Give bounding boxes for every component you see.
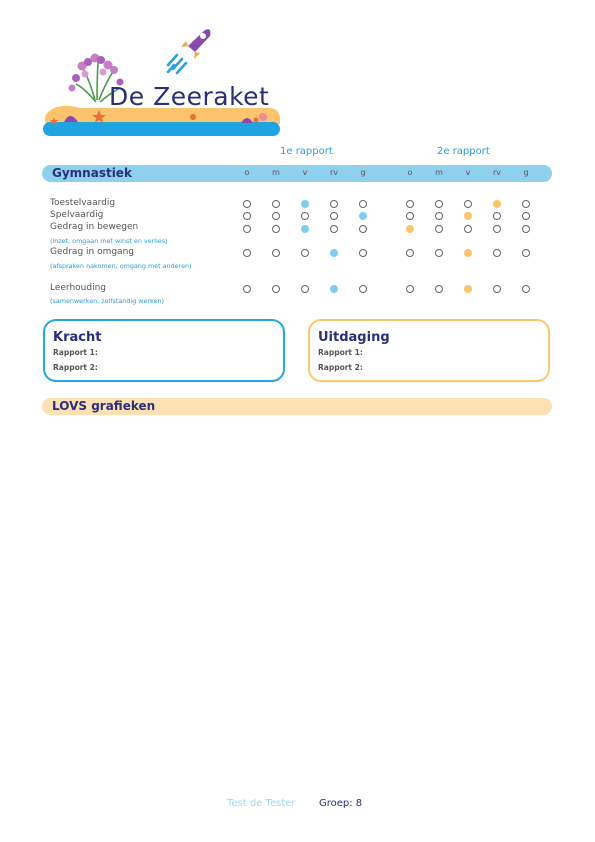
rating-dot <box>493 249 501 257</box>
column-header: o <box>407 168 413 177</box>
rating-dot <box>330 225 338 233</box>
rating-dot <box>435 285 443 293</box>
rocket-icon <box>168 29 210 73</box>
uitdaging-box <box>308 319 550 382</box>
rating-dot <box>330 200 338 208</box>
rating-dot <box>272 249 280 257</box>
rating-dot-filled <box>493 200 501 208</box>
row-label-toestelvaardig: Toestelvaardig <box>50 198 116 208</box>
rating-dot <box>522 212 530 220</box>
rating-dot <box>406 285 414 293</box>
kracht-rapport-2: Rapport 2: <box>53 363 98 372</box>
groep-label: Groep: 8 <box>319 798 363 809</box>
uitdaging-rapport-2: Rapport 2: <box>318 363 363 372</box>
rapport-2-header: 2e rapport <box>437 146 490 157</box>
column-header: g <box>360 168 366 177</box>
column-header: m <box>435 168 443 177</box>
rating-dot <box>522 225 530 233</box>
rapport-1-header: 1e rapport <box>280 146 333 157</box>
rating-dot <box>406 212 414 220</box>
rating-dot <box>243 225 251 233</box>
rating-dot <box>464 200 472 208</box>
row-sub-gedrag-in-omgang: (afspraken nakomen, omgang met anderen) <box>50 262 192 270</box>
row-label-spelvaardig: Spelvaardig <box>50 210 104 220</box>
kracht-box <box>43 319 285 382</box>
rating-dot <box>359 200 367 208</box>
column-header: rv <box>329 168 339 177</box>
rating-dot <box>435 225 443 233</box>
column-header: m <box>272 168 280 177</box>
rating-dot-filled <box>464 212 472 220</box>
rating-dot <box>522 249 530 257</box>
logo-title: De Zeeraket <box>109 82 270 111</box>
student-name: Test de Tester <box>227 798 296 809</box>
row-label-leerhouding: Leerhouding <box>50 283 107 293</box>
row-sub-leerhouding: (samenwerken, zelfstandig werken) <box>50 297 165 305</box>
rating-dot <box>359 285 367 293</box>
gymnastiek-title: Gymnastiek <box>52 166 132 180</box>
rating-dot <box>359 225 367 233</box>
rating-dot-filled <box>301 225 309 233</box>
uitdaging-rapport-1: Rapport 1: <box>318 348 363 357</box>
rating-dot <box>522 200 530 208</box>
rating-dot <box>406 200 414 208</box>
rating-dot-filled <box>330 285 338 293</box>
kracht-title: Kracht <box>53 330 102 345</box>
column-header: o <box>244 168 250 177</box>
rating-dot <box>493 225 501 233</box>
rating-dot <box>243 249 251 257</box>
rating-dot-filled <box>301 200 309 208</box>
column-header: rv <box>492 168 502 177</box>
rating-dot <box>435 200 443 208</box>
row-label-gedrag-in-omgang: Gedrag in omgang <box>50 247 134 257</box>
rating-dot <box>406 249 414 257</box>
rating-dot-filled <box>359 212 367 220</box>
column-header: g <box>523 168 529 177</box>
rating-dot <box>301 212 309 220</box>
rating-dot <box>243 212 251 220</box>
rating-dot-filled <box>406 225 414 233</box>
row-label-gedrag-in-bewegen: Gedrag in bewegen <box>50 222 139 232</box>
rating-dot <box>301 249 309 257</box>
rating-dot-filled <box>464 249 472 257</box>
rating-dot <box>330 212 338 220</box>
rating-dot <box>243 285 251 293</box>
column-header: v <box>465 168 471 177</box>
rating-dot <box>493 212 501 220</box>
uitdaging-title: Uitdaging <box>318 330 390 345</box>
rating-dot <box>359 249 367 257</box>
kracht-rapport-1: Rapport 1: <box>53 348 98 357</box>
rating-dot <box>493 285 501 293</box>
lovs-section-bar <box>42 398 552 415</box>
rating-dot-filled <box>464 285 472 293</box>
row-sub-gedrag-in-bewegen: (inzet, omgaan met winst en verlies) <box>50 237 168 245</box>
rating-dot <box>522 285 530 293</box>
rating-dot <box>272 285 280 293</box>
rating-dot <box>435 249 443 257</box>
rating-dot-filled <box>330 249 338 257</box>
rating-dot <box>464 225 472 233</box>
rating-dot <box>272 212 280 220</box>
rating-dot <box>435 212 443 220</box>
rating-dot <box>301 285 309 293</box>
lovs-title: LOVS grafieken <box>52 399 156 413</box>
rating-dot <box>272 200 280 208</box>
column-header: v <box>302 168 308 177</box>
rating-dot <box>272 225 280 233</box>
rating-dot <box>243 200 251 208</box>
